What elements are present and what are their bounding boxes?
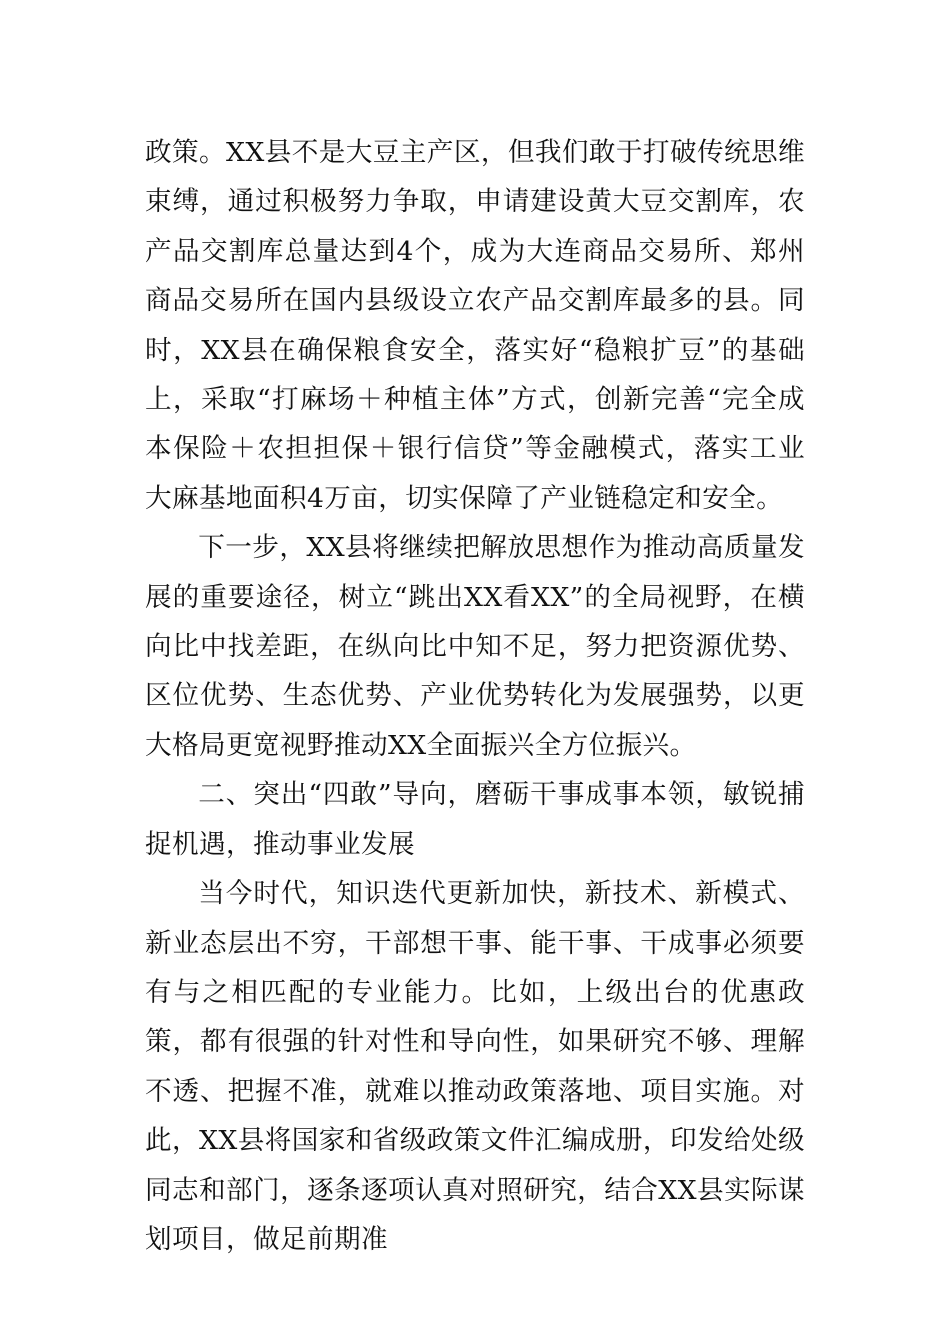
paragraph-next-step: 下一步，XX县将继续把解放思想作为推动高质量发展的重要途径，树立“跳出XX看XX”的全局视野，在横向比中找差距，在纵向比中知不足，努力把资源优势、区位优势、生态优势、产业优势转化为发展强势，以更大格局更宽视野推动XX全面振兴全方位振兴。	[145, 532, 805, 761]
paragraph-current-era: 当今时代，知识迭代更新加快，新技术、新模式、新业态层出不穷，干部想干事、能干事、干成事必须要有与之相匹配的专业能力。比如，上级出台的优惠政策，都有很强的针对性和导向性，如果研究不够、理解不透、把握不准，就难以推动政策落地、项目实施。对此，XX县将国家和省级政策文件汇编成册，印发给处级同志和部门，逐条逐项认真对照研究，结合XX县实际谋划项目，做足前期准	[145, 878, 805, 1255]
section-heading-two: 二、突出“四敢”导向，磨砺干事成事本领，敏锐捕捉机遇，推动事业发展	[145, 779, 805, 860]
document-body	[145, 128, 805, 1264]
paragraph-continuation: 政策。XX县不是大豆主产区，但我们敢于打破传统思维束缚，通过积极努力争取，申请建设黄大豆交割库，农产品交割库总量达到4个，成为大连商品交易所、郑州商品交易所在国内县级设立农产品交割库最多的县。同时，XX县在确保粮食安全，落实好“稳粮扩豆”的基础上，采取“打麻场＋种植主体”方式，创新完善“完全成本保险＋农担担保＋银行信贷”等金融模式，落实工业大麻基地面积4万亩，切实保障了产业链稳定和安全。	[145, 137, 805, 514]
